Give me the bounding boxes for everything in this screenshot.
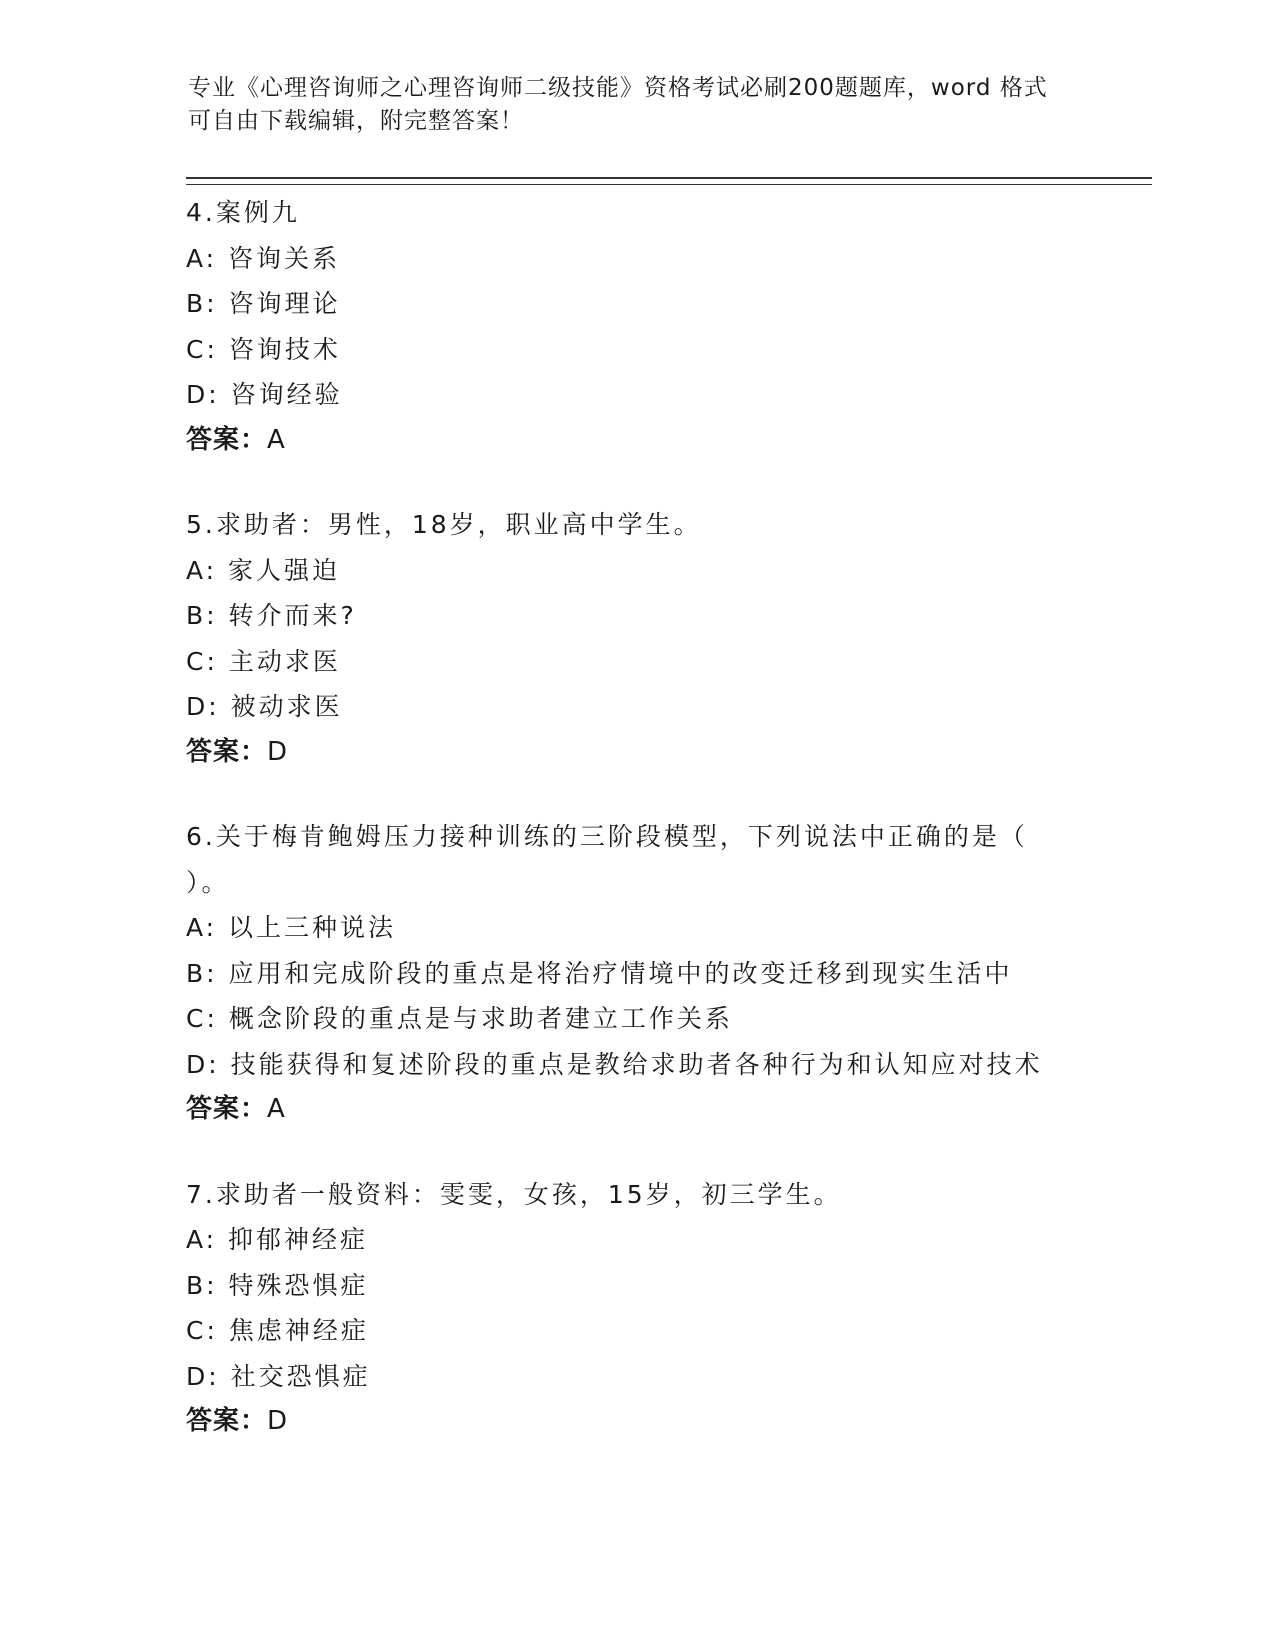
option-d: D: 咨询经验: [186, 380, 343, 409]
option-c: C: 主动求医: [186, 646, 341, 676]
question-5: [186, 502, 1086, 775]
question-stem: 7.求助者一般资料：雯雯，女孩，15岁，初三学生。: [186, 1179, 842, 1209]
answer-line: [186, 730, 1086, 776]
option-b: B: 转介而来?: [186, 601, 357, 630]
answer-label: 答案：: [186, 1406, 268, 1436]
answer-line: [186, 1087, 1086, 1133]
option-d: D: 技能获得和复述阶段的重点是教给求助者各种行为和认知应对技术: [186, 1049, 1043, 1079]
option-b: B: 应用和完成阶段的重点是将治疗情境中的改变迁移到现实生活中: [186, 958, 1013, 988]
answer-line: [186, 418, 1086, 464]
answer-value: A: [267, 424, 286, 455]
option-b: B: 特殊恐惧症: [186, 1270, 369, 1300]
answer-label: 答案：: [186, 424, 268, 455]
answer-value: D: [267, 1406, 289, 1436]
question-4: [186, 190, 1086, 463]
option-d: D: 社交恐惧症: [186, 1361, 371, 1391]
option-c: C: 焦虑神经症: [186, 1316, 369, 1345]
answer-line: [186, 1399, 1086, 1445]
answer-value: D: [267, 736, 289, 767]
option-b: B: 咨询理论: [186, 289, 341, 318]
document-header: [188, 72, 1088, 138]
header-divider: [186, 177, 1152, 185]
question-6: [186, 814, 1086, 1133]
answer-label: 答案：: [186, 736, 268, 767]
question-stem: 6.关于梅肯鲍姆压力接种训练的三阶段模型，下列说法中正确的是（: [186, 822, 1028, 851]
question-7: [186, 1172, 1086, 1445]
option-c: C: 概念阶段的重点是与求助者建立工作关系: [186, 1004, 733, 1033]
question-list: [186, 190, 1086, 1484]
question-stem-continued: ）。: [186, 867, 230, 897]
question-stem: 5.求助者：男性，18岁，职业高中学生。: [186, 510, 702, 539]
option-d: D: 被动求医: [186, 692, 343, 721]
answer-value: A: [267, 1094, 286, 1124]
header-line-1: 专业《心理咨询师之心理咨询师二级技能》资格考试必刷200题题库，word 格式: [188, 75, 1048, 101]
option-a: A: 家人强迫: [186, 555, 341, 585]
option-a: A: 以上三种说法: [186, 913, 397, 942]
question-stem: 4.案例九: [186, 198, 300, 227]
option-a: A: 抑郁神经症: [186, 1225, 369, 1254]
answer-label: 答案：: [186, 1094, 268, 1124]
option-a: A: 咨询关系: [186, 243, 341, 273]
option-c: C: 咨询技术: [186, 334, 341, 364]
header-line-2: 可自由下载编辑，附完整答案！: [188, 108, 524, 134]
